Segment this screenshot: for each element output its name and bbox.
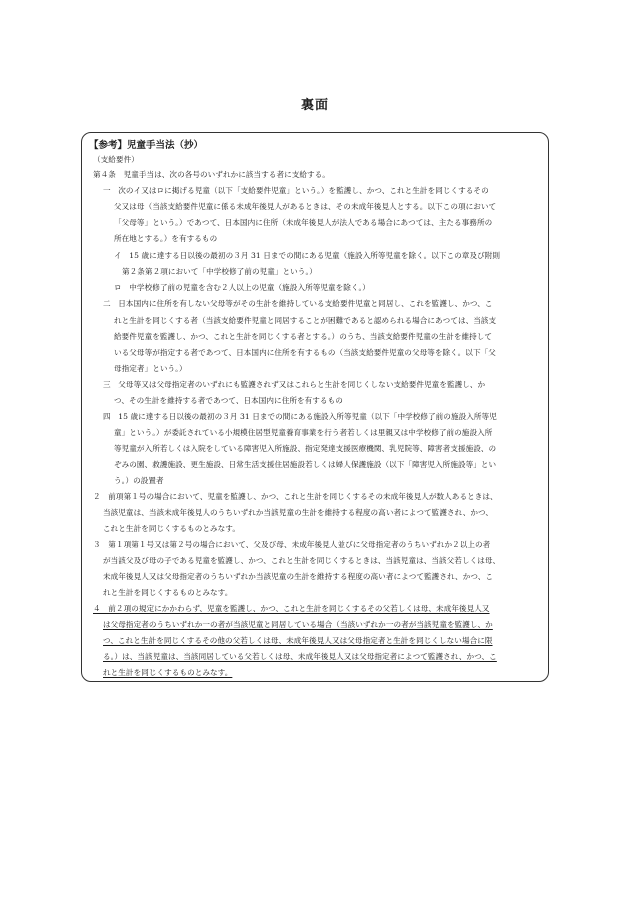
item-1-line: 「父母等」という。）であつて、日本国内に住所（未成年後見人が法人である場合にあつては、主たる事務所の [114, 218, 493, 227]
section-caption: （支給要件） [93, 155, 139, 164]
sub-item-i-line: イ 15 歳に達する日以後の最初の３月 31 日までの間にある児童（施設入所等児童を除く。以下この章及び附則 [114, 251, 501, 260]
item-2-line: 二 日本国内に住所を有しない父母等がその生計を維持している支給要件児童と同居し、これを監護し、かつ、こ [103, 299, 493, 308]
item-4-line: う。）の設置者 [114, 476, 164, 485]
box-heading: 【参考】児童手当法（抄） [89, 140, 204, 151]
item-2-line: 母指定者」という。） [114, 364, 187, 373]
paragraph-3-line: ３ 第１項第１号又は第２号の場合において、父及び母、未成年後見人並びに父母指定者のうちいずれか２以上の者 [93, 540, 491, 549]
item-2-line: れと生計を同じくする者（当該支給要件児童と同居することが困難であると認められる場合にあつては、当該支 [114, 316, 497, 325]
paragraph-2-line: これと生計を同じくするものとみなす。 [103, 524, 240, 533]
item-4-line: 童」という。）が委託されている小規模住居型児童養育事業を行う者若しくは里親又は中学校修了前の施設入所 [114, 428, 493, 437]
paragraph-2-line: ２ 前項第１号の場合において、児童を監護し、かつ、これと生計を同じくするその未成年後見人が数人あるときは、 [93, 492, 498, 501]
item-1-line: 父又は母（当該支給要件児童に係る未成年後見人があるときは、その未成年後見人とする。以下この項において [114, 202, 497, 211]
page-title: 裏面 [300, 98, 329, 113]
paragraph-3-line: れと生計を同じくするものとみなす。 [103, 588, 233, 597]
item-4-line: 等児童が入所若しくは入院をしている障害児入所施設、指定発達支援医療機関、乳児院等、障害者支援施設、の [114, 444, 497, 453]
paragraph-3-line: が当該父及び母の子である児童を監護し、かつ、これと生計を同じくするときは、当該児童は、当該父若しくは母、 [103, 556, 501, 565]
item-2-line: 給要件児童を監護し、かつ、これと生計を同じくする者とする。）のうち、当該支給要件児童の生計を維持して [114, 332, 493, 341]
paragraph-3-line: 未成年後見人又は父母指定者のうちいずれか当該児童の生計を維持する程度の高い者によつて監護され、かつ、こ [103, 572, 493, 581]
reference-box [81, 132, 549, 682]
sub-item-ro-line: ロ 中学校修了前の児童を含む２人以上の児童（施設入所等児童を除く。） [114, 283, 370, 292]
item-2-line: いる父母等が指定する者であつて、日本国内に住所を有するもの（当該支給要件児童の父母等を除く。以下「父 [114, 348, 496, 357]
paragraph-4-line: る。）は、当該児童は、当該同居している父若しくは母、未成年後見人又は父母指定者によつて監護され、かつ、こ [103, 652, 497, 661]
item-1-line: 所在地とする。）を有するもの [114, 234, 218, 243]
paragraph-2-line: 当該児童は、当該未成年後見人のうちいずれか当該児童の生計を維持する程度の高い者によつて監護され、かつ、 [103, 508, 493, 517]
item-3-line: 三 父母等又は父母指定者のいずれにも監護されず又はこれらと生計を同じくしない支給要件児童を監護し、か [103, 380, 486, 389]
item-4-line: 四 15 歳に達する日以後の最初の３月 31 日までの間にある施設入所等児童（以下「中学校修了前の施設入所等児 [103, 412, 497, 421]
paragraph-4-line: つ、これと生計を同じくするその他の父若しくは母、未成年後見人又は父母指定者と生計を同じくしない場合に限 [103, 636, 493, 645]
article-line: 第４条 児童手当は、次の各号のいずれかに該当する者に支給する。 [93, 170, 330, 179]
sub-item-i-line: 第２条第２項において「中学校修了前の児童」という。） [122, 267, 317, 276]
paragraph-4-line: れと生計を同じくするものとみなす。 [103, 668, 233, 677]
paragraph-4-line: ４ 前２項の規定にかかわらず、児童を監護し、かつ、これと生計を同じくするその父若しくは母、未成年後見人又 [93, 604, 490, 613]
paragraph-4-line: は父母指定者のうちいずれか一の者が当該児童と同居している場合（当該いずれか一の者が当該児童を監護し、か [103, 620, 493, 629]
item-4-line: ぞみの園、救護施設、更生施設、日常生活支援住居施設若しくは婦人保護施設（以下「障害児入所施設等」とい [114, 460, 497, 469]
item-3-line: つ、その生計を維持する者であつて、日本国内に住所を有するもの [114, 396, 343, 405]
item-1-line: 一 次のイ又はロに掲げる児童（以下「支給要件児童」という。）を監護し、かつ、これと生計を同じくするその [103, 186, 489, 195]
